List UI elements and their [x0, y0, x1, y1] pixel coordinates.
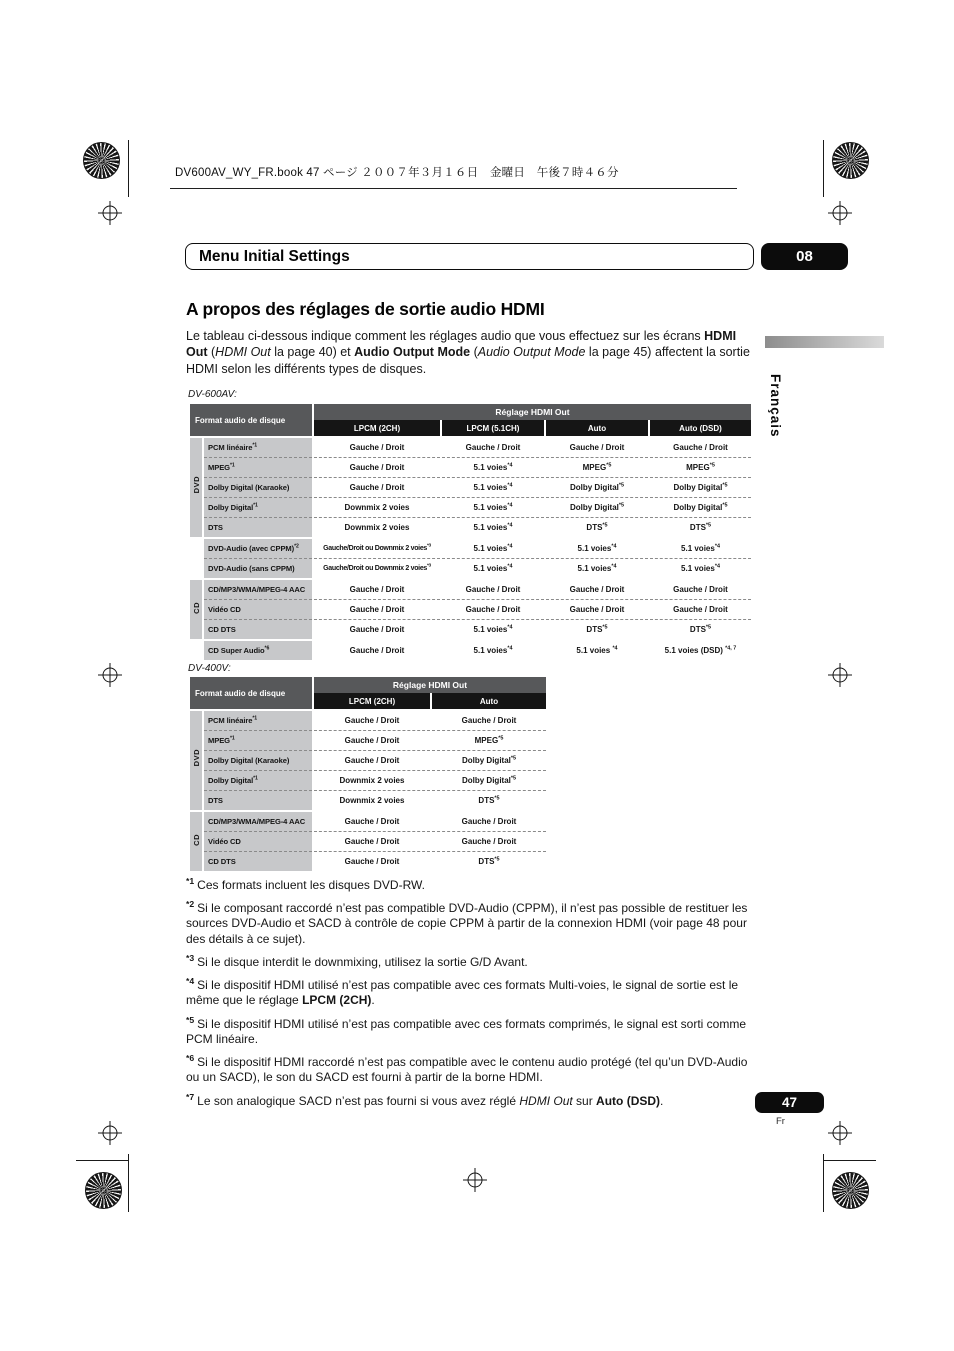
registration-target-icon: [97, 200, 123, 226]
crop-mark: [128, 140, 129, 197]
table-cell: Gauche/Droit ou Downmix 2 voies$^{*3}$: [314, 558, 440, 578]
table-row: [190, 711, 546, 730]
table-row: [190, 750, 546, 770]
format-label: Dolby Digital$^{*1}$: [204, 770, 312, 790]
crop-mark: [128, 1154, 129, 1212]
table-cell: Downmix 2 voies: [314, 770, 430, 790]
table-cell: 5.1 voies$^{*4}$: [442, 497, 544, 517]
registration-target-icon: [97, 1120, 123, 1146]
table-row: [190, 438, 751, 457]
disc-group-spacer: [190, 641, 202, 660]
footnotes: [186, 876, 758, 1115]
format-label: PCM linéaire$^{*1}$: [204, 711, 312, 730]
format-label: Dolby Digital (Karaoke): [204, 750, 312, 770]
format-label: CD Super Audio$^{*6}$: [204, 641, 312, 660]
table-block-cd: [188, 580, 753, 639]
table-header: [188, 677, 548, 709]
registration-target-icon: [462, 1167, 488, 1193]
table-row: [190, 558, 751, 578]
intro-italic: Audio Output Mode: [477, 345, 586, 360]
chapter-bar: [185, 243, 754, 270]
table-cell: Gauche / Droit: [314, 599, 440, 619]
language-label: Français: [768, 374, 783, 438]
table-cell: Gauche / Droit: [432, 831, 546, 851]
crop-mark: [823, 1154, 824, 1212]
table-row: [190, 619, 751, 639]
table-row: [190, 851, 546, 871]
language-tab-bar: [765, 336, 884, 348]
registration-target-icon: [827, 200, 853, 226]
intro-paragraph: [186, 328, 758, 377]
table-cell: Gauche / Droit: [314, 477, 440, 497]
table-row: [190, 831, 546, 851]
book-header-line: DV600AV_WY_FR.book 47 ページ ２００７年３月１６日 金曜日 午後７時４６分: [175, 167, 619, 179]
format-label: CD/MP3/WMA/MPEG-4 AAC: [204, 580, 312, 599]
footnote: $^{*4}$ Si le dispositif HDMI utilisé n’est pas compatible avec ces formats Multi-voies, le signal de sortie est le même que le réglage LPCM (2CH).: [186, 976, 739, 1008]
table-cell: DTS$^{*5}$: [650, 619, 751, 639]
table-cell: Gauche / Droit: [650, 599, 751, 619]
footnote: $^{*3}$ Si le disque interdit le downmixing, utilisez la sortie G/D Avant.: [186, 952, 528, 969]
table-cell: Dolby Digital$^{*5}$: [650, 497, 751, 517]
dv600av-table: [188, 404, 753, 660]
span-header: Réglage HDMI Out: [314, 404, 751, 420]
table-block-dvdaudio: [188, 539, 753, 578]
table-row: [190, 599, 751, 619]
table-cell: Gauche / Droit: [314, 619, 440, 639]
table-caption-dv600av: DV-600AV:: [188, 389, 237, 400]
intro-text: la page 45) affectent la sortie HDMI selon les différents types de disques.: [186, 345, 750, 376]
intro-text: (: [470, 345, 478, 360]
table-cell: Gauche / Droit: [432, 812, 546, 831]
format-label: DTS: [204, 517, 312, 537]
table-block-cd: [188, 812, 548, 871]
table-cell: Downmix 2 voies: [314, 790, 430, 810]
intro-text: la page 40) et: [270, 345, 355, 360]
column-header: Auto: [546, 420, 648, 436]
intro-bold: HDMI Out: [186, 329, 737, 360]
table-row: [190, 477, 751, 497]
footnote: $^{*6}$ Si le dispositif HDMI raccordé n’est pas compatible avec le contenu audio protégé (tel qu’un DVD-Audio ou un SACD), le son du SACD est fourni à partir de la borne HDMI.: [186, 1053, 748, 1085]
table-cell: Dolby Digital$^{*5}$: [546, 477, 648, 497]
table-row: [190, 812, 546, 831]
table-row: [190, 641, 751, 660]
column-header: LPCM (2CH): [314, 693, 430, 709]
table-cell: 5.1 voies$^{*4}$: [650, 558, 751, 578]
format-label: PCM linéaire$^{*1}$: [204, 438, 312, 457]
table-cell: Gauche / Droit: [314, 831, 430, 851]
column-header: Auto: [432, 693, 546, 709]
table-cell: 5.1 voies (DSD) $^{*4, 7}$: [650, 641, 751, 660]
footnote: $^{*1}$ Ces formats incluent les disques DVD-RW.: [186, 876, 426, 892]
table-cell: Gauche / Droit: [314, 812, 430, 831]
dv400v-table: [188, 677, 548, 871]
format-label: DVD-Audio (sans CPPM): [204, 558, 312, 578]
registration-starburst-icon: [83, 142, 120, 179]
table-row: [190, 457, 751, 477]
table-cell: Gauche / Droit: [432, 711, 546, 730]
table-cell: MPEG$^{*5}$: [432, 730, 546, 750]
table-cell: 5.1 voies$^{*4}$: [546, 539, 648, 558]
table-cell: Gauche / Droit: [314, 750, 430, 770]
table-cell: Gauche / Droit: [442, 438, 544, 457]
registration-starburst-icon: [832, 1172, 869, 1209]
table-cell: Gauche / Droit: [442, 599, 544, 619]
format-label: Dolby Digital$^{*1}$: [204, 497, 312, 517]
table-cell: Gauche / Droit: [314, 851, 430, 871]
crop-mark: [76, 1160, 128, 1161]
table-row: [190, 730, 546, 750]
table-row: [190, 539, 751, 558]
page-language-label: Fr: [776, 1116, 785, 1127]
table-cell: Gauche/Droit ou Downmix 2 voies$^{*3}$: [314, 539, 440, 558]
table-row: [190, 404, 751, 420]
registration-starburst-icon: [832, 142, 869, 179]
disc-group-label: CD: [190, 580, 202, 639]
column-header: LPCM (5.1CH): [442, 420, 544, 436]
table-cell: Gauche / Droit: [314, 730, 430, 750]
table-cell: MPEG$^{*5}$: [546, 457, 648, 477]
table-cell: DTS$^{*5}$: [546, 619, 648, 639]
disc-group-spacer: [190, 539, 202, 578]
table-cell: DTS$^{*5}$: [650, 517, 751, 537]
registration-target-icon: [97, 662, 123, 688]
intro-text: (: [207, 345, 216, 360]
format-label: MPEG$^{*1}$: [204, 457, 312, 477]
corner-header: Format audio de disque: [190, 404, 312, 436]
format-label: Vidéo CD: [204, 831, 312, 851]
table-cell: DTS$^{*5}$: [432, 851, 546, 871]
corner-header: Format audio de disque: [190, 677, 312, 709]
section-heading: A propos des réglages de sortie audio HDMI: [186, 299, 545, 319]
table-cell: Gauche / Droit: [442, 580, 544, 599]
table-cell: 5.1 voies$^{*4}$: [442, 517, 544, 537]
table-block-sacd: [188, 641, 753, 660]
table-cell: 5.1 voies$^{*4}$: [442, 619, 544, 639]
format-label: Dolby Digital (Karaoke): [204, 477, 312, 497]
table-cell: Downmix 2 voies: [314, 497, 440, 517]
chapter-title: Menu Initial Settings: [199, 247, 350, 265]
table-row: [190, 677, 546, 693]
format-label: MPEG$^{*1}$: [204, 730, 312, 750]
table-cell: 5.1 voies$^{*4}$: [442, 558, 544, 578]
table-cell: 5.1 voies$^{*4}$: [442, 539, 544, 558]
table-row: [190, 580, 751, 599]
disc-group-label: DVD: [190, 711, 202, 810]
table-cell: 5.1 voies$^{*4}$: [650, 539, 751, 558]
disc-group-label: DVD: [190, 438, 202, 537]
table-cell: Gauche / Droit: [650, 438, 751, 457]
page-number-badge: 47: [755, 1092, 824, 1113]
table-row: [190, 790, 546, 810]
table-cell: Dolby Digital$^{*5}$: [432, 770, 546, 790]
disc-group-label: CD: [190, 812, 202, 871]
table-cell: Gauche / Droit: [314, 711, 430, 730]
table-cell: 5.1 voies$^{*4}$: [442, 457, 544, 477]
table-cell: Gauche / Droit: [546, 599, 648, 619]
table-cell: Gauche / Droit: [314, 438, 440, 457]
table-row: [190, 517, 751, 537]
footnote: $^{*2}$ Si le composant raccordé n’est pas compatible DVD-Audio (CPPM), il n’est pas possible de restituer les sources DVD-Audio et SACD à contrôle de copie CPPM à partir de la connexion HDMI (voir page 48 pour des détails à ce sujet).: [186, 899, 748, 946]
format-label: CD DTS: [204, 619, 312, 639]
registration-target-icon: [827, 1120, 853, 1146]
format-label: DVD-Audio (avec CPPM)$^{*2}$: [204, 539, 312, 558]
table-cell: Dolby Digital$^{*5}$: [650, 477, 751, 497]
table-cell: Gauche / Droit: [546, 438, 648, 457]
table-cell: Gauche / Droit: [546, 580, 648, 599]
table-cell: Gauche / Droit: [314, 580, 440, 599]
table-cell: DTS$^{*5}$: [432, 790, 546, 810]
intro-text: Le tableau ci-dessous indique comment les réglages audio que vous effectuez sur les écrans: [186, 329, 705, 343]
table-cell: 5.1 voies $^{*4}$: [546, 641, 648, 660]
column-header: Auto (DSD): [650, 420, 751, 436]
table-block-dvd: [188, 438, 753, 537]
header-divider: [170, 188, 737, 189]
crop-mark: [824, 1160, 876, 1161]
span-header: Réglage HDMI Out: [314, 677, 546, 693]
intro-italic: HDMI Out: [215, 345, 271, 360]
registration-starburst-icon: [85, 1172, 122, 1209]
table-caption-dv400v: DV-400V:: [188, 663, 231, 674]
table-cell: 5.1 voies$^{*4}$: [442, 641, 544, 660]
table-row: [190, 497, 751, 517]
table-cell: Gauche / Droit: [314, 641, 440, 660]
table-row: [190, 770, 546, 790]
table-cell: MPEG$^{*5}$: [650, 457, 751, 477]
registration-target-icon: [827, 662, 853, 688]
table-cell: Dolby Digital$^{*5}$: [432, 750, 546, 770]
format-label: DTS: [204, 790, 312, 810]
table-cell: Downmix 2 voies: [314, 517, 440, 537]
table-cell: Dolby Digital$^{*5}$: [546, 497, 648, 517]
footnote: $^{*7}$ Le son analogique SACD n’est pas fourni si vous avez réglé HDMI Out sur Auto (DSD).: [186, 1091, 664, 1108]
format-label: CD DTS: [204, 851, 312, 871]
table-cell: 5.1 voies$^{*4}$: [442, 477, 544, 497]
chapter-number-badge: 08: [761, 243, 848, 270]
table-cell: Gauche / Droit: [314, 457, 440, 477]
intro-bold: Audio Output Mode: [354, 345, 471, 360]
column-header: LPCM (2CH): [314, 420, 440, 436]
table-block-dvd: [188, 711, 548, 810]
table-cell: 5.1 voies$^{*4}$: [546, 558, 648, 578]
crop-mark: [823, 140, 824, 197]
table-header: [188, 404, 753, 436]
footnote: $^{*5}$ Si le dispositif HDMI utilisé n’est pas compatible avec ces formats comprimés, le signal est sorti comme PCM linéaire.: [186, 1014, 747, 1046]
table-cell: DTS$^{*5}$: [546, 517, 648, 537]
format-label: Vidéo CD: [204, 599, 312, 619]
table-cell: Gauche / Droit: [650, 580, 751, 599]
format-label: CD/MP3/WMA/MPEG-4 AAC: [204, 812, 312, 831]
